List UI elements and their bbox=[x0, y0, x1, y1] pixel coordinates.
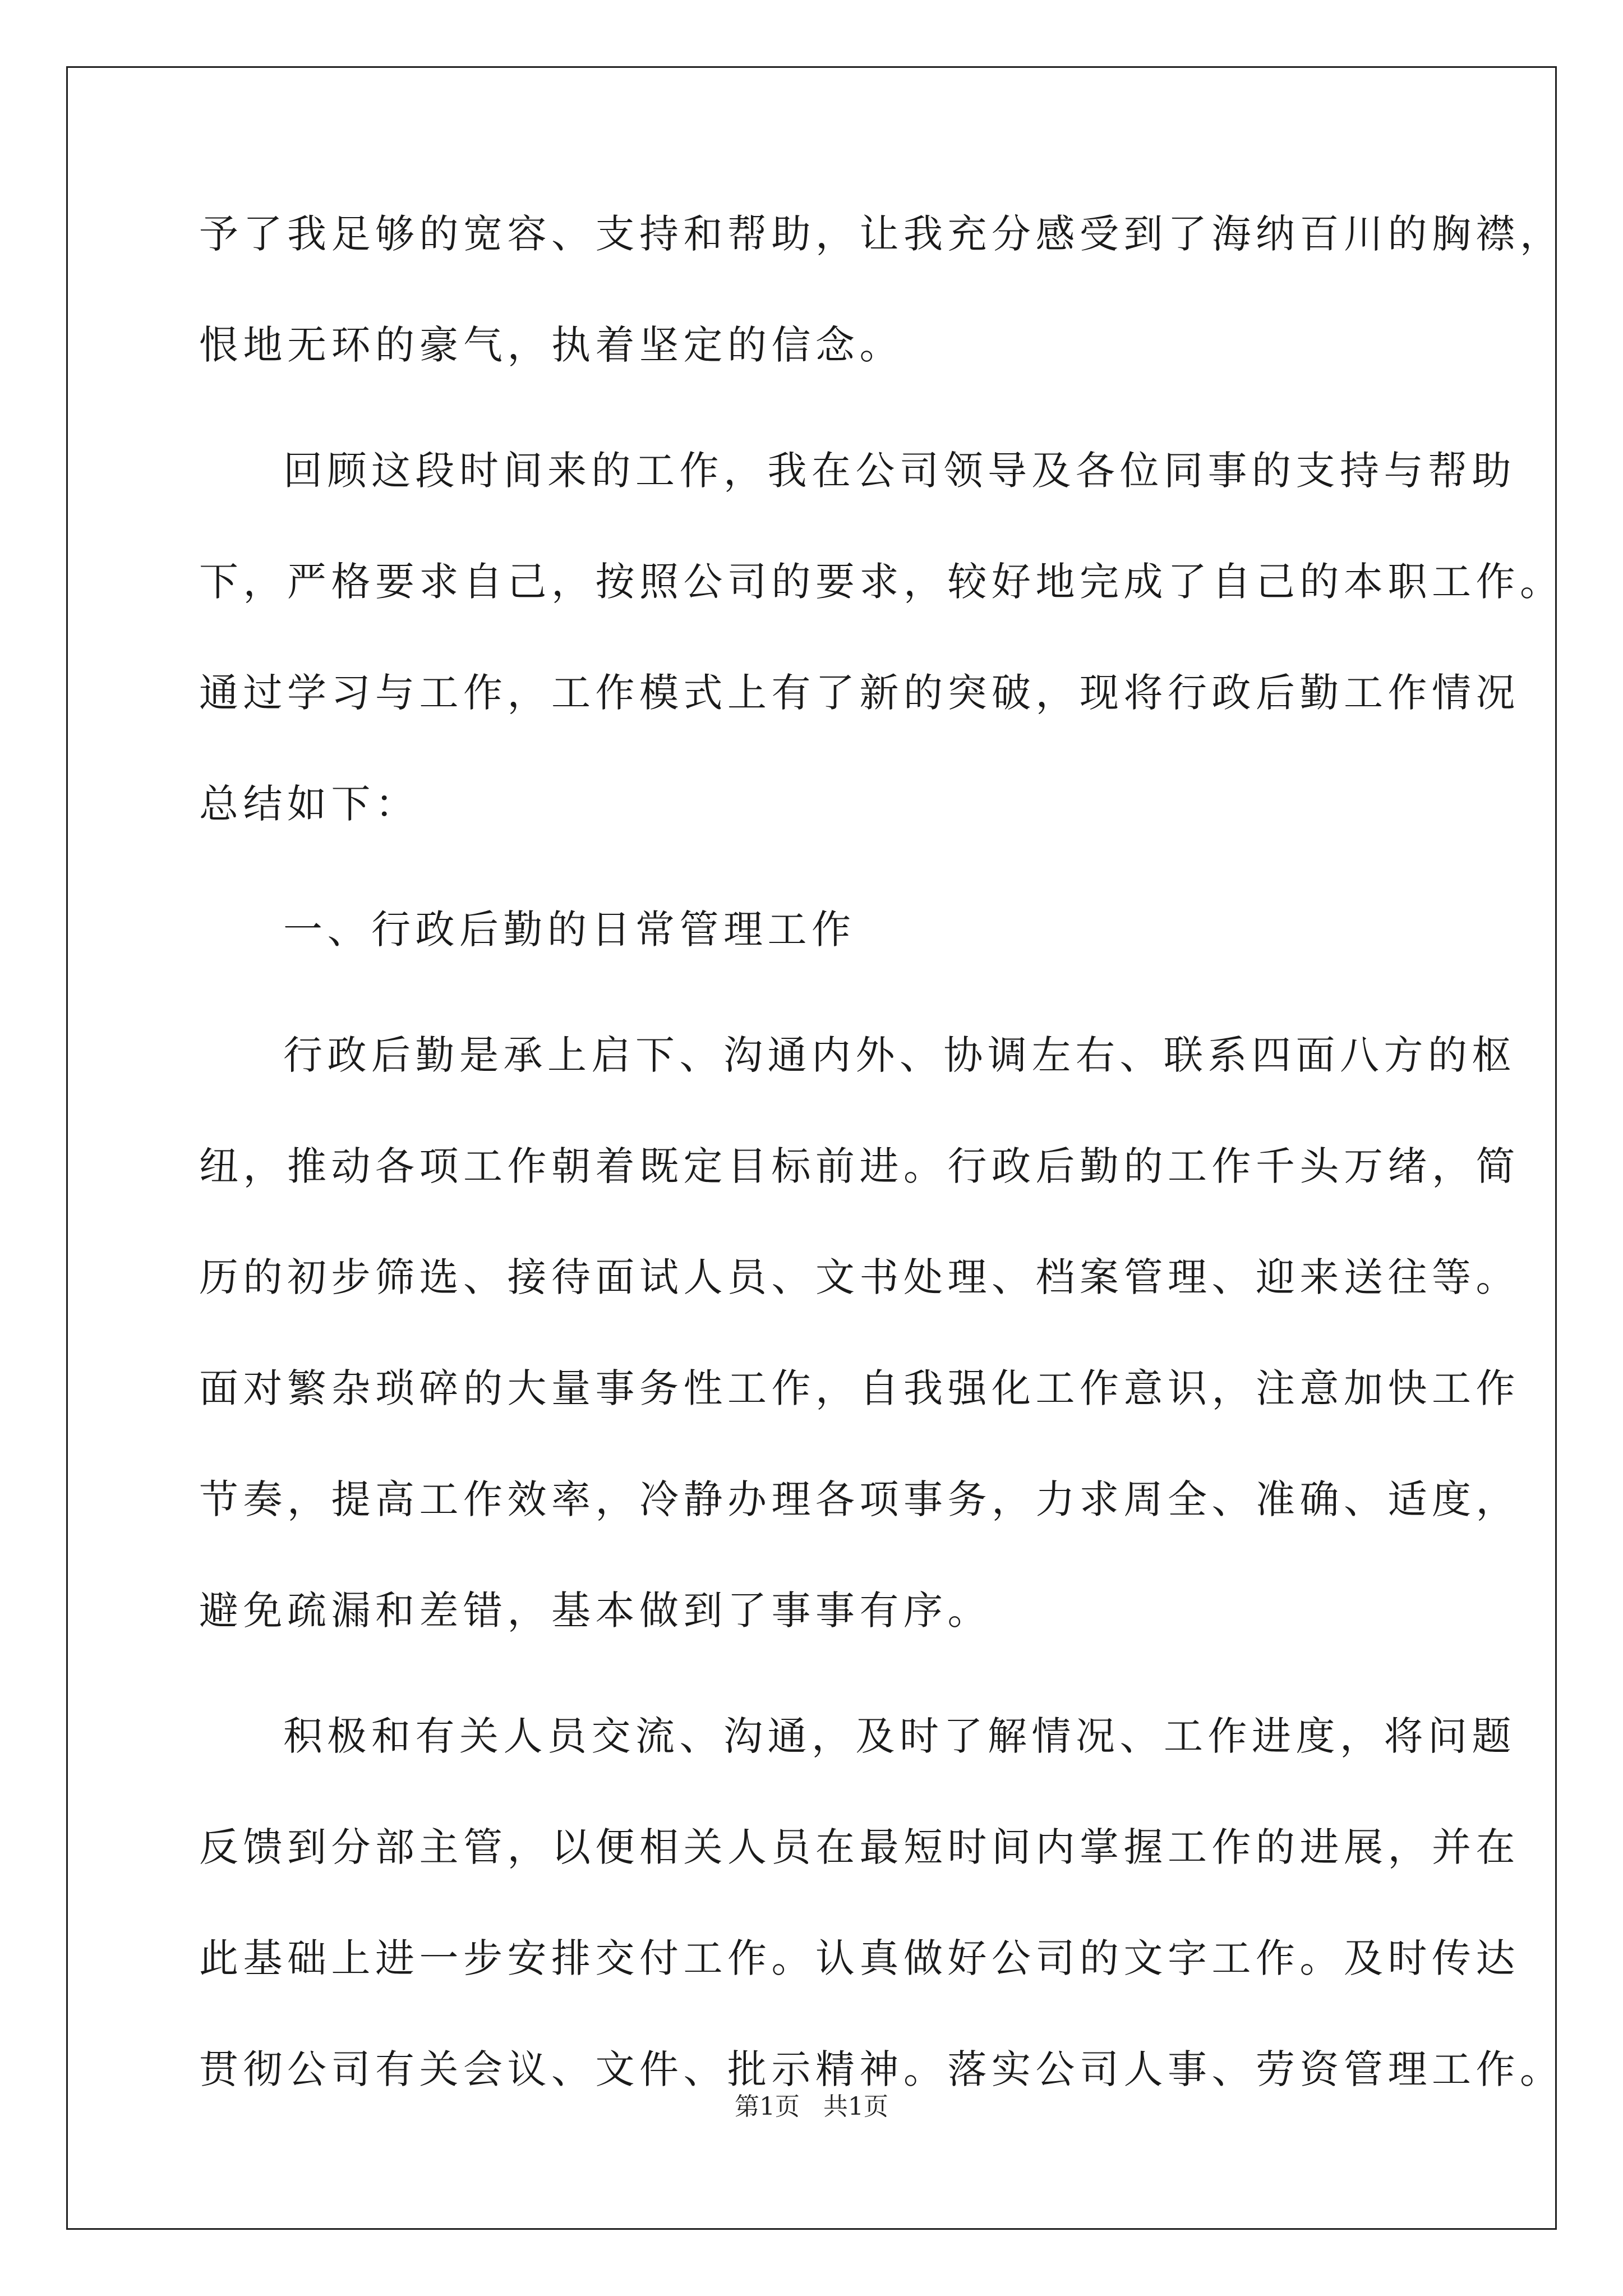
text-line: 避免疏漏和差错，基本做到了事事有序。 bbox=[199, 1588, 992, 1634]
text-line: 历的初步筛选、接待面试人员、文书处理、档案管理、迎来送往等。 bbox=[199, 1254, 1520, 1300]
paragraph-start-line: 回顾这段时间来的工作，我在公司领导及各位同事的支持与帮助 bbox=[283, 448, 1516, 494]
paragraph-start-line: 积极和有关人员交流、沟通，及时了解情况、工作进度，将问题 bbox=[283, 1713, 1516, 1759]
text-line: 纽，推动各项工作朝着既定目标前进。行政后勤的工作千头万绪，简 bbox=[199, 1143, 1520, 1189]
text-line: 予了我足够的宽容、支持和帮助，让我充分感受到了海纳百川的胸襟， bbox=[199, 211, 1564, 257]
text-line: 下，严格要求自己，按照公司的要求，较好地完成了自己的本职工作。 bbox=[199, 559, 1564, 605]
section-heading: 一、行政后勤的日常管理工作 bbox=[283, 907, 856, 953]
text-line: 总结如下： bbox=[199, 781, 419, 827]
text-line: 反馈到分部主管，以便相关人员在最短时间内掌握工作的进展，并在 bbox=[199, 1824, 1520, 1870]
text-line: 通过学习与工作，工作模式上有了新的突破，现将行政后勤工作情况 bbox=[199, 670, 1520, 716]
text-line: 贯彻公司有关会议、文件、批示精神。落实公司人事、劳资管理工作。 bbox=[199, 2046, 1564, 2092]
paragraph-start-line: 行政后勤是承上启下、沟通内外、协调左右、联系四面八方的枢 bbox=[283, 1032, 1516, 1078]
text-line: 面对繁杂琐碎的大量事务性工作，自我强化工作意识，注意加快工作 bbox=[199, 1365, 1520, 1411]
page-number: 第1页 bbox=[735, 2092, 800, 2121]
text-line: 节奏，提高工作效率，冷静办理各项事务，力求周全、准确、适度， bbox=[199, 1476, 1520, 1522]
page-footer bbox=[0, 2091, 1623, 2123]
page-total: 共1页 bbox=[823, 2092, 888, 2121]
text-line: 恨地无环的豪气，执着坚定的信念。 bbox=[199, 322, 903, 368]
text-line: 此基础上进一步安排交付工作。认真做好公司的文字工作。及时传达 bbox=[199, 1935, 1520, 1981]
